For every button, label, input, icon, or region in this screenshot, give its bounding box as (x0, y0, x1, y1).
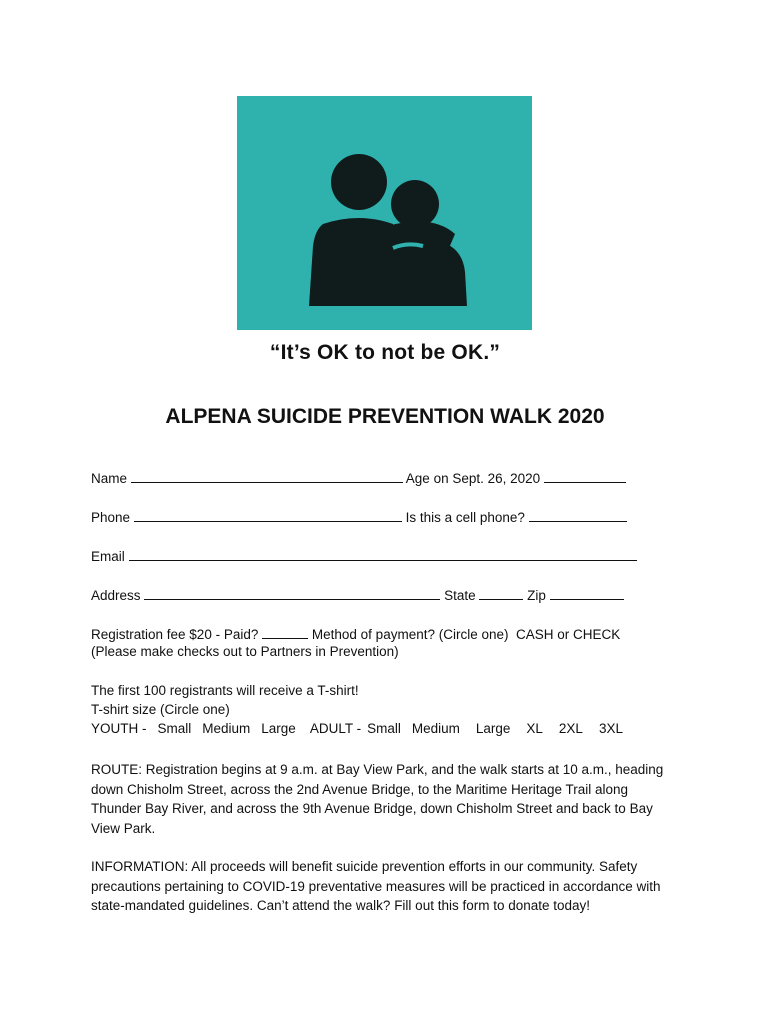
address-row (91, 586, 624, 603)
tshirt-sizes-row (91, 721, 623, 736)
page-title: ALPENA SUICIDE PREVENTION WALK 2020 (165, 405, 605, 428)
cell-phone-label: Is this a cell phone? (405, 510, 525, 525)
youth-size-large[interactable]: Large (261, 721, 296, 736)
route-line: down Chisholm Street, across the 2nd Avenue Bridge, to the Maritime Heritage Trail along (91, 781, 629, 797)
phone-field[interactable] (134, 508, 402, 522)
two-people-embrace-icon (237, 96, 532, 330)
route-line: Thunder Bay River, and across the 9th Avenue Bridge, down Chisholm Street and back to Bay (91, 801, 653, 816)
tshirt-intro: The first 100 registrants will receive a T-shirt! (91, 683, 359, 698)
adult-label: ADULT - (309, 721, 362, 736)
name-age-row (91, 469, 626, 486)
adult-size-3xl[interactable]: 3XL (598, 721, 623, 736)
route-paragraph (91, 760, 691, 838)
youth-size-medium[interactable]: Medium (202, 721, 251, 736)
zip-field[interactable] (550, 586, 624, 600)
name-field[interactable] (131, 469, 403, 483)
information-line: state-mandated guidelines. Can’t attend the walk? Fill out this form to donate today! (91, 898, 591, 913)
email-row (91, 547, 637, 564)
adult-size-large[interactable]: Large (475, 721, 511, 736)
age-field[interactable] (544, 469, 626, 483)
fee-label: Registration fee $20 - Paid? (91, 627, 259, 642)
state-label: State (444, 588, 476, 603)
adult-size-small[interactable]: Small (367, 721, 401, 736)
route-line: ROUTE: Registration begins at 9 a.m. at Bay View Park, and the walk starts at 10 a.m., heading (91, 762, 664, 777)
email-label: Email (91, 549, 125, 564)
phone-row (91, 508, 627, 525)
address-field[interactable] (144, 586, 440, 600)
youth-label: YOUTH - (91, 721, 147, 736)
email-field[interactable] (129, 547, 637, 561)
tshirt-size-label: T-shirt size (Circle one) (91, 702, 230, 717)
name-label: Name (91, 471, 128, 486)
age-label: Age on Sept. 26, 2020 (405, 471, 541, 486)
tagline: “It’s OK to not be OK.” (269, 341, 501, 364)
adult-size-2xl[interactable]: 2XL (558, 721, 583, 736)
checks-note: (Please make checks out to Partners in Prevention) (91, 644, 399, 659)
walk-logo (237, 96, 532, 330)
address-label: Address (91, 588, 141, 603)
adult-size-medium[interactable]: Medium (411, 721, 460, 736)
cell-phone-field[interactable] (529, 508, 627, 522)
zip-label: Zip (527, 588, 546, 603)
state-field[interactable] (479, 586, 523, 600)
information-line: precautions pertaining to COVID-19 preventative measures will be practiced in accordance with (91, 878, 661, 894)
information-paragraph (91, 857, 691, 916)
payment-method-label: Method of payment? (Circle one) CASH or CHECK (311, 627, 621, 642)
youth-size-small[interactable]: Small (157, 721, 192, 736)
adult-size-xl[interactable]: XL (526, 721, 543, 736)
phone-label: Phone (91, 510, 131, 525)
route-line: View Park. (91, 820, 156, 836)
paid-field[interactable] (262, 625, 308, 639)
information-line: INFORMATION: All proceeds will benefit suicide prevention efforts in our community. Safety (91, 859, 638, 874)
registration-fee-row (91, 625, 620, 642)
